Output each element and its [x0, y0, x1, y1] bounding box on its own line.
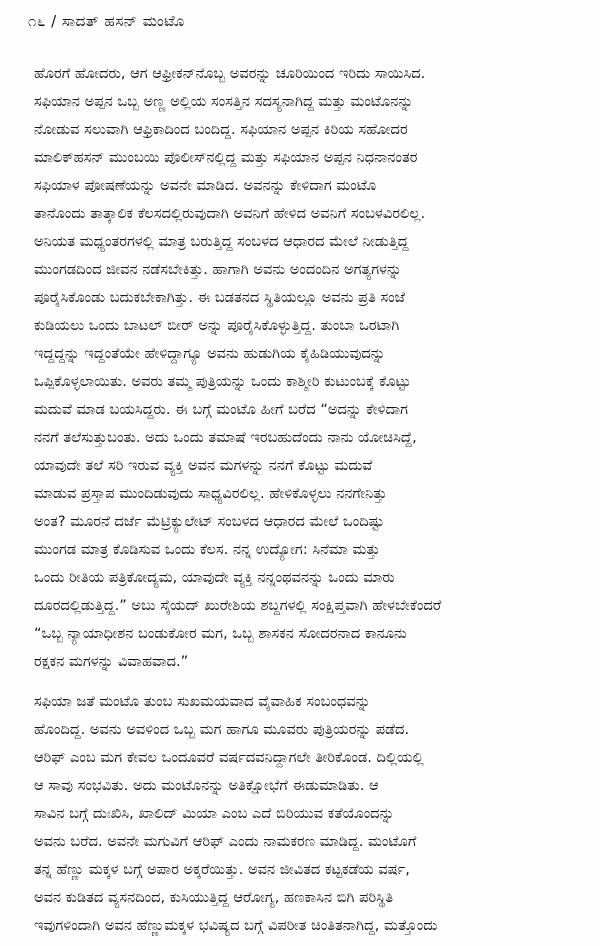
text-line: ಇದ್ದದ್ದನ್ನು ಇದ್ದಂತೆಯೇ ಹೇಳಿದ್ದಾಗ್ಯೂ ಅವನು ಹುಡುಗಿಯ ಕೈಹಿಡಿಯುವುದನ್ನು — [34, 345, 386, 362]
text-line: ಸಾವಿನ ಬಗ್ಗೆ ದುಃಖಿಸಿ, ಖಾಲಿದ್ ಮಿಯಾ ಎಂಬ ಎದೆ ಬಿರಿಯುವ ಕತೆಯೊಂದನ್ನು — [34, 805, 395, 822]
text-line: ಒಂದು ರೀತಿಯ ಪತ್ರಿಕೋದ್ಯಮ, ಯಾವುದೇ ವ್ಯಕ್ತಿ ನನ್ನಂಥವನನ್ನು ಒಂದು ಮಾರು — [34, 569, 395, 586]
running-head: ೧೬ / ಸಾದತ್ ಹಸನ್ ಮಂಟೊ — [28, 12, 185, 30]
text-line: ದೂರದಲ್ಲಿಡುತ್ತಿದ್ದ.” ಅಬು ಸೈಯದ್ ಖುರೇಶಿಯ ಶಬ್ದಗಳಲ್ಲಿ ಸಂಕ್ಷಿಪ್ತವಾಗಿ ಹೇಳಬೇಕೆಂದರೆ — [34, 597, 442, 614]
text-line: ಮುಂಗಡ ಮಾತ್ರ ಕೊಡಿಸುವ ಒಂದು ಕೆಲಸ. ನನ್ನ ಉದ್ಯೋಗ: ಸಿನೆಮಾ ಮತ್ತು — [34, 541, 380, 558]
paragraph-gap — [34, 676, 574, 688]
text-line: ಅಂತ? ಮೂರನೆ ದರ್ಜೆ ಮೆಟ್ರಿಕ್ಯುಲೇಟ್ ಸಂಬಳದ ಆಧಾರದ ಮೇಲೆ ಒಂದಿಷ್ಟು — [34, 513, 385, 530]
text-line: ಸಫಿಯಾ ಜತೆ ಮಂಟೊ ತುಂಬ ಸುಖಮಯವಾದ ವೈವಾಹಿಕ ಸಂಬಂಧವನ್ನು — [34, 693, 371, 710]
text-line: ಮುಂಗಡದಿಂದ ಜೀವನ ನಡೆಸಬೇಕಿತ್ತು. ಹಾಗಾಗಿ ಅವನು ಅಂದಂದಿನ ಅಗತ್ಯಗಳನ್ನು — [34, 261, 402, 278]
text-line: ನೋಡುವ ಸಲುವಾಗಿ ಆಫ್ರಿಕಾದಿಂದ ಬಂದಿದ್ದ. ಸಫಿಯಾನ ಅಪ್ಪನ ಕಿರಿಯ ಸಹೋದರ — [34, 121, 408, 138]
text-line: “ಒಬ್ಬ ನ್ಯಾಯಾಧೀಶನ ಬಂಡುಕೋರ ಮಗ, ಒಬ್ಬ ಶಾಸಕನ ಸೋದರನಾದ ಕಾನೂನು — [34, 625, 407, 642]
text-line: ಆರಿಫ್ ಎಂಬ ಮಗ ಕೇವಲ ಒಂದೂವರೆ ವರ್ಷದವನಿದ್ದಾಗಲೇ ತೀರಿಕೊಂಡ. ದಿಲ್ಲಿಯಲ್ಲಿ — [34, 749, 424, 766]
paragraph-1 — [34, 60, 574, 676]
text-line: ತನ್ನ ಹೆಣ್ಣು ಮಕ್ಕಳ ಬಗ್ಗೆ ಅಪಾರ ಅಕ್ಕರೆಯಿತ್ತು. ಅವನ ಜೀವಿತದ ಕಟ್ಟಕಡೆಯ ವರ್ಷ, — [34, 861, 410, 878]
text-line: ನನಗೆ ತಲೆಸುತ್ತುಬಂತು. ಅದು ಒಂದು ತಮಾಷೆ ಇರಬಹುದೆಂದು ನಾನು ಯೋಚಿಸಿದ್ದೆ, — [34, 429, 417, 446]
text-line: ಸಫಿಯಾನ ಅಪ್ಪನ ಒಬ್ಬ ಅಣ್ಣ ಅಲ್ಲಿಯ ಸಂಸತ್ತಿನ ಸದಸ್ಯನಾಗಿದ್ದ ಮತ್ತು ಮಂಟೊನನ್ನು — [34, 93, 414, 110]
text-line: ಸಫಿಯಾಳ ಪೋಷಣೆಯನ್ನು ಅವನೇ ಮಾಡಿದ. ಅವನನ್ನು ಕೇಳಿದಾಗ ಮಂಟೊ — [34, 177, 377, 194]
text-line: ಮದುವೆ ಮಾಡ ಬಯಸಿದ್ದರು. ಈ ಬಗ್ಗೆ ಮಂಟೊ ಹೀಗೆ ಬರೆದ “ಅದನ್ನು ಕೇಳಿದಾಗ — [34, 401, 409, 418]
text-line: ಆ ಸಾವು ಸಂಭವಿತು. ಅದು ಮಂಟೊನನ್ನು ಅತಿಕ್ಷೋಭೆಗೆ ಈಡುಮಾಡಿತು. ಆ — [34, 777, 379, 794]
paragraph-2 — [34, 688, 574, 940]
text-line: ತಾನೊಂದು ತಾತ್ಕಾಲಿಕ ಕೆಲಸದಲ್ಲಿರುವುದಾಗಿ ಅವನಿಗೆ ಹೇಳಿದ ಅವನಿಗೆ ಸಂಬಳವಿರಲಿಲ್ಲ. — [34, 205, 426, 222]
text-line: ಒಪ್ಪಿಕೊಳ್ಳಲಾಯಿತು. ಅವರು ತಮ್ಮ ಪುತ್ರಿಯನ್ನು ಒಂದು ಕಾಶ್ಮೀರಿ ಕುಟುಂಬಕ್ಕೆ ಕೊಟ್ಟು — [34, 373, 411, 390]
text-line: ಪೂರೈಸಿಕೊಂಡು ಬದುಕಬೇಕಾಗಿತ್ತು. ಈ ಬಡತನದ ಸ್ಥಿತಿಯಲ್ಲೂ ಅವನು ಪ್ರತಿ ಸಂಜೆ — [34, 289, 406, 306]
text-line: ಹೊಂದಿದ್ದ. ಅವನು ಅವಳಿಂದ ಒಬ್ಬ ಮಗ ಹಾಗೂ ಮೂವರು ಪುತ್ರಿಯರನ್ನು ಪಡೆದ. — [34, 721, 410, 738]
text-line: ಅನಿಯತ ಮಧ್ಯಂತರಗಳಲ್ಲಿ ಮಾತ್ರ ಬರುತ್ತಿದ್ದ ಸಂಬಳದ ಆಧಾರದ ಮೇಲೆ ನೀಡುತ್ತಿದ್ದ — [34, 233, 409, 250]
text-line: ಹೊರಗೆ ಹೋದರು, ಆಗ ಆಫ್ರೀಕನ್‌ನೊಬ್ಬ ಅವರನ್ನು ಚೂರಿಯಿಂದ ಇರಿದು ಸಾಯಿಸಿದ. — [34, 65, 426, 82]
text-line: ಅವನು ಬರೆದ. ಅವನೇ ಮಗುವಿಗೆ ಆರಿಫ್ ಎಂದು ನಾಮಕರಣ ಮಾಡಿದ್ದ. ಮಂಟೊಗೆ — [34, 833, 417, 850]
text-line: ಮಾಲಿಕ್‌ಹಸನ್ ಮುಂಬಯಿ ಪೊಲೀಸ್‌ನಲ್ಲಿದ್ದ ಮತ್ತು ಸಫಿಯಾನ ಅಪ್ಪನ ನಿಧನಾನಂತರ — [34, 149, 418, 166]
text-line: ಅವನ ಕುಡಿತದ ವ್ಯಸನದಿಂದ, ಕುಸಿಯುತ್ತಿದ್ದ ಆರೋಗ್ಯ, ಹಣಕಾಸಿನ ಬಿಗಿ ಪರಿಸ್ಥಿತಿ — [34, 889, 394, 906]
text-line: ಯಾವುದೇ ತಲೆ ಸರಿ ಇರುವ ವ್ಯಕ್ತಿ ಅವನ ಮಗಳನ್ನು ನನಗೆ ಕೊಟ್ಟು ಮದುವೆ — [34, 457, 373, 474]
text-line: ಮಾಡುವ ಪ್ರಸ್ತಾಪ ಮುಂದಿಡುವುದು ಸಾಧ್ಯವಿರಲಿಲ್ಲ. ಹೇಳಿಕೊಳ್ಳಲು ನನಗೇನಿತ್ತು — [34, 485, 387, 502]
text-line: ಇವುಗಳಿಂದಾಗಿ ಅವನ ಹೆಣ್ಣುಮಕ್ಕಳ ಭವಿಷ್ಯದ ಬಗ್ಗೆ ವಿಪರೀತ ಚಿಂತಿತನಾಗಿದ್ದ, ಮತ್ತೊಂದು — [34, 917, 438, 934]
text-line: ಕುಡಿಯಲು ಒಂದು ಬಾಟಲ್ ಬೀರ್ ಅನ್ನು ಪೂರೈಸಿಕೊಳ್ಳುತ್ತಿದ್ದ. ತುಂಬಾ ಒರಟಾಗಿ — [34, 317, 400, 334]
text-line: ರಕ್ಷಕನ ಮಗಳನ್ನು ವಿವಾಹವಾದ.” — [34, 653, 189, 670]
body-text — [34, 60, 574, 940]
